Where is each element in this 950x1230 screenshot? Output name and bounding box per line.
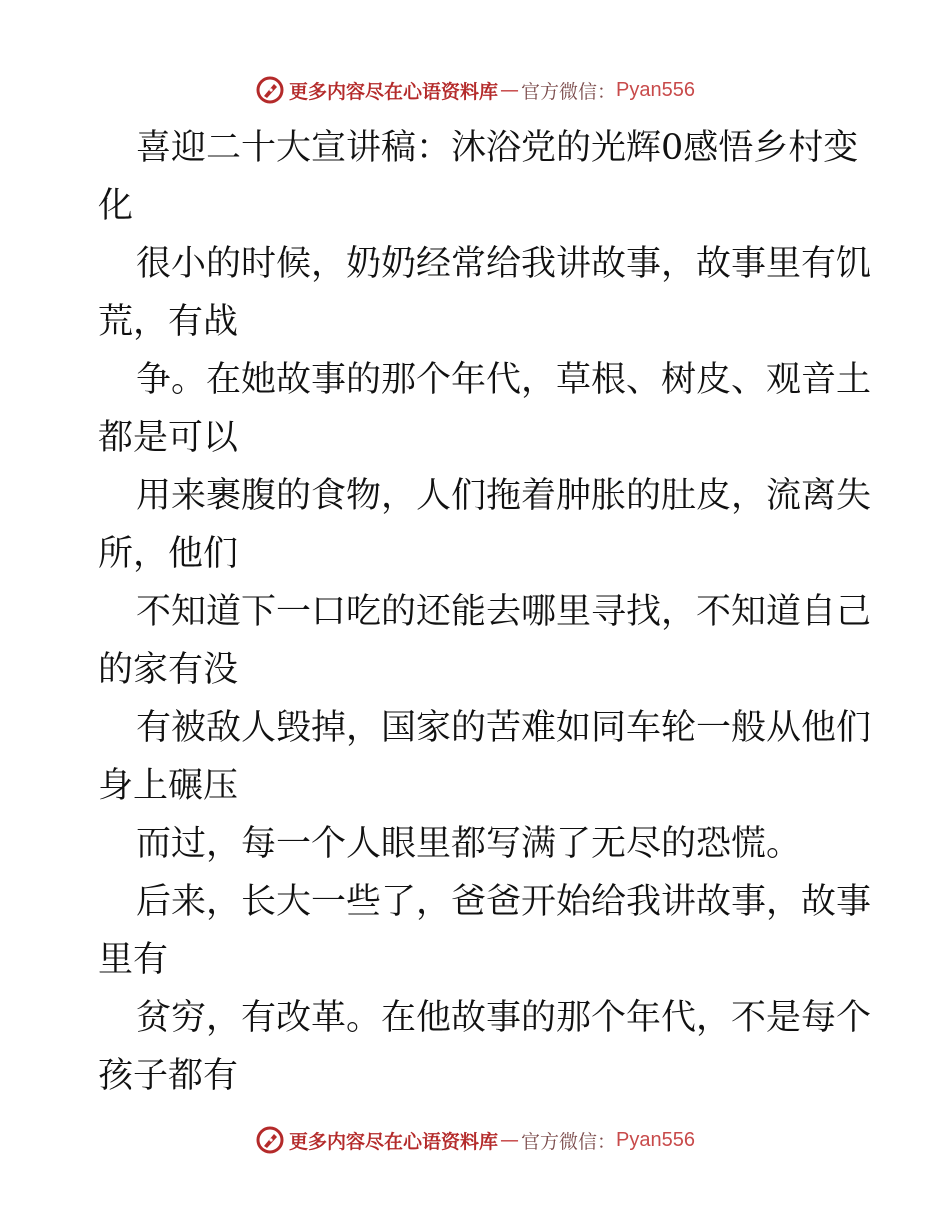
text-line: 而过，每一个人眼里都写满了无尽的恐慌。 — [136, 824, 802, 864]
text-line: 贫穷，有改革。在他故事的那个年代，不是每个 — [136, 998, 872, 1038]
text-line: 用来裹腹的食物，人们拖着肿胀的肚皮，流离失 — [136, 476, 872, 516]
text-line: 不知道下一口吃的还能去哪里寻找，不知道自己 — [136, 592, 872, 632]
text-line: 喜迎二十大宣讲稿：沐浴党的光辉0感悟乡村变 — [136, 128, 859, 168]
bottom-watermark-banner — [0, 1120, 950, 1160]
text-line: 所，他们 — [98, 534, 239, 574]
watermark-secondary-text: 官方微信： — [521, 1130, 617, 1153]
watermark-secondary-text: 官方微信： — [521, 80, 617, 103]
text-line: 里有 — [98, 940, 169, 980]
text-line: 身上碾压 — [98, 766, 239, 806]
top-watermark-banner — [0, 70, 950, 110]
watermark-separator: — — [500, 1129, 520, 1151]
watermark-main-text: 更多内容尽在心语资料库 — [289, 1130, 499, 1153]
text-line: 都是可以 — [98, 418, 239, 458]
text-line: 很小的时候，奶奶经常给我讲故事，故事里有饥 — [136, 244, 872, 284]
watermark-wechat-id: Pyan556 — [616, 1128, 695, 1151]
watermark-separator: — — [500, 79, 520, 101]
text-line: 荒，有战 — [98, 302, 239, 342]
text-line: 的家有没 — [98, 650, 239, 690]
text-line: 争。在她故事的那个年代，草根、树皮、观音土 — [136, 360, 872, 400]
pen-nib-circle-icon — [255, 1125, 285, 1155]
text-line: 后来，长大一些了，爸爸开始给我讲故事，故事 — [136, 882, 872, 922]
text-line: 孩子都有 — [98, 1056, 239, 1096]
text-line: 化 — [98, 186, 134, 226]
text-line: 有被敌人毁掉，国家的苦难如同车轮一般从他们 — [136, 708, 872, 748]
watermark-main-text: 更多内容尽在心语资料库 — [289, 80, 499, 103]
pen-nib-circle-icon — [255, 75, 285, 105]
watermark-wechat-id: Pyan556 — [616, 78, 695, 101]
